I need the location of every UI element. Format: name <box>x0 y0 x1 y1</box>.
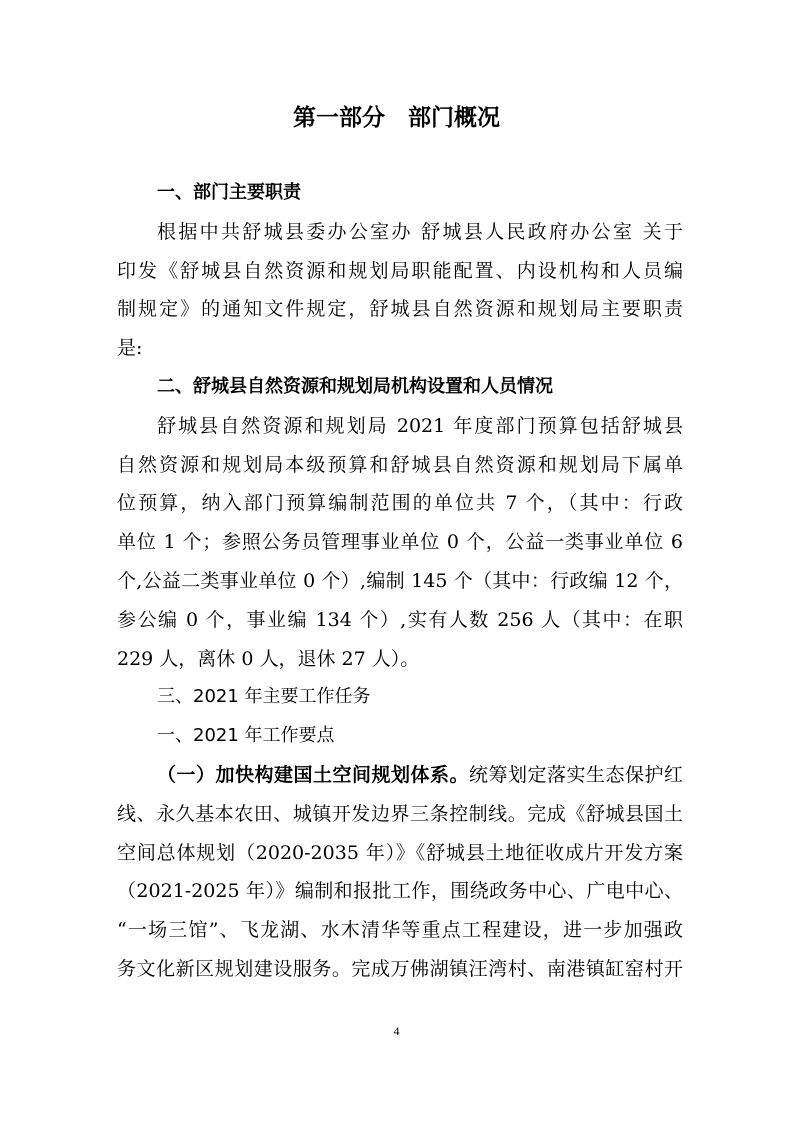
item-text: 统筹划定落实生态保护红 <box>468 763 683 786</box>
section-heading-organization: 二、舒城县自然资源和规划局机构设置和人员情况 <box>157 375 553 397</box>
paragraph-line: 229 人，离休 0 人，退休 27 人）。 <box>117 647 420 670</box>
paragraph-line: 个,公益二类事业单位 0 个）,编制 145 个（其中：行政编 12 个， <box>117 569 683 592</box>
paragraph-line: （2021-2025 年）》编制和报批工作，围绕政务中心、广电中心、 <box>117 880 683 903</box>
paragraph-line: 根据中共舒城县委办公室办 舒城县人民政府办公室 关于 <box>157 220 683 243</box>
paragraph-line: 舒城县自然资源和规划局 2021 年度部门预算包括舒城县 <box>157 414 683 437</box>
paragraph-line: 务文化新区规划建设服务。完成万佛湖镇汪湾村、南港镇缸窑村开 <box>117 957 683 980</box>
section-heading-duties: 一、部门主要职责 <box>157 182 301 203</box>
subsection-heading-key-points: 一、2021 年工作要点 <box>157 725 335 747</box>
page-number: 4 <box>393 1024 400 1038</box>
paragraph-line-item1 <box>117 756 683 795</box>
section-heading-tasks: 三、2021 年主要工作任务 <box>157 686 371 708</box>
page-title: 第一部分 部门概况 <box>293 105 500 131</box>
paragraph-line: 是: <box>117 337 143 360</box>
paragraph-line: 空间总体规划（2020-2035 年）》《舒城县土地征收成片开发方案 <box>117 841 683 864</box>
paragraph-line: 单位 1 个；参照公务员管理事业单位 0 个，公益一类事业单位 6 <box>117 531 683 554</box>
paragraph-line: 线、永久基本农田、城镇开发边界三条控制线。完成《舒城县国土 <box>117 802 683 825</box>
paragraph-line: 印发《舒城县自然资源和规划局职能配置、内设机构和人员编 <box>117 259 683 282</box>
paragraph-line: 参公编 0 个，事业编 134 个）,实有人数 256 人（其中：在职 <box>117 608 683 631</box>
paragraph-line: 制规定》的通知文件规定，舒城县自然资源和规划局主要职责 <box>117 298 683 321</box>
paragraph-line: “一场三馆”、飞龙湖、水木清华等重点工程建设，进一步加强政 <box>117 919 683 942</box>
item-title: （一）加快构建国土空间规划体系。 <box>157 763 469 786</box>
paragraph-line: 位预算，纳入部门预算编制范围的单位共 7 个，（其中：行政 <box>117 492 683 515</box>
paragraph-line: 自然资源和规划局本级预算和舒城县自然资源和规划局下属单 <box>117 453 683 476</box>
document-body <box>117 174 683 989</box>
